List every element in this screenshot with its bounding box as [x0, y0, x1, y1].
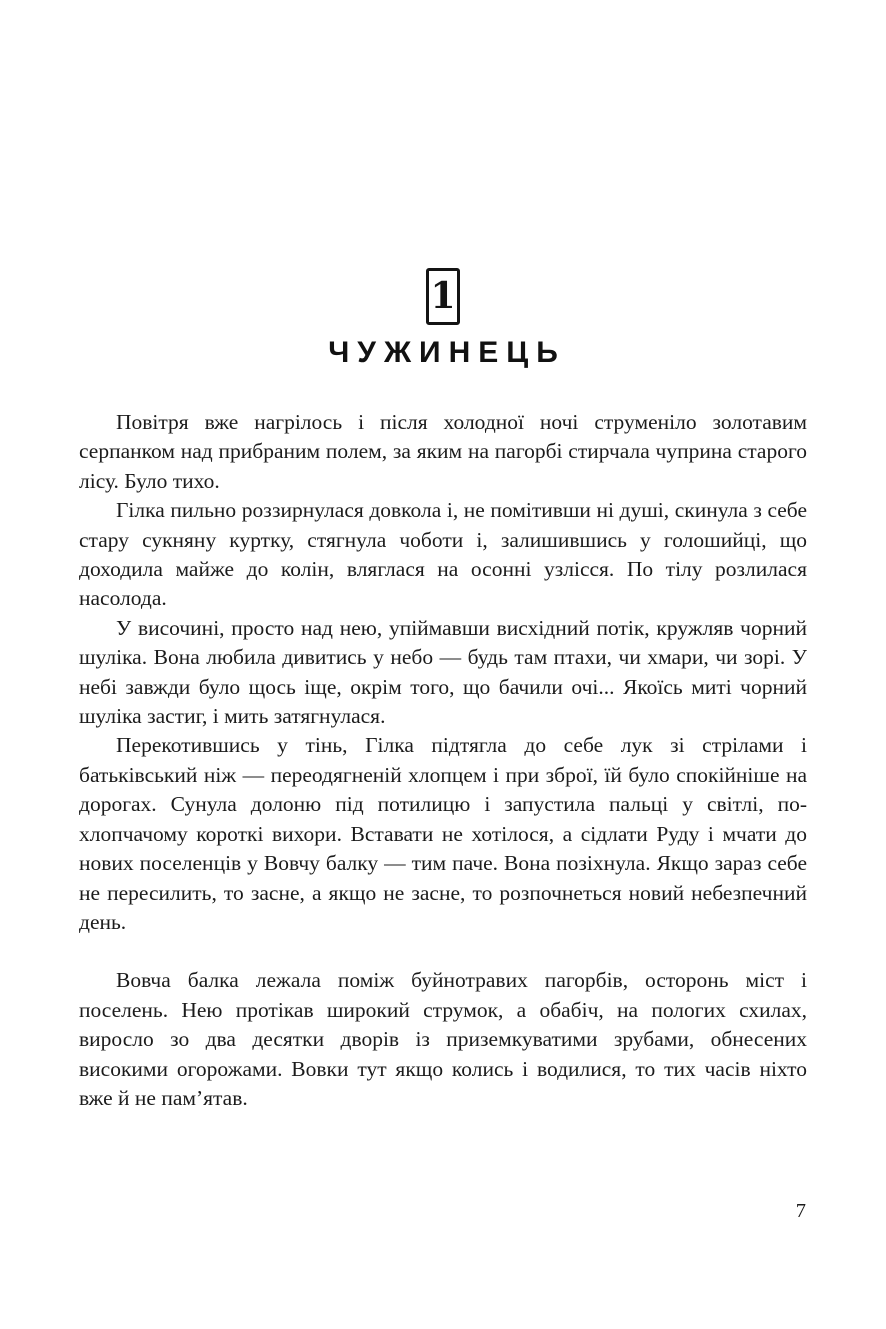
chapter-title: ЧУЖИНЕЦЬ: [328, 336, 566, 369]
paragraph: Вовча балка лежала поміж буйнотравих пагорбів, осторонь міст і поселень. Нею протікав широкий струмок, а обабіч, на пологих схилах, виросло зо два десятки дворів із приземкуватими зрубами, обнесених високими огорожами. Вовки тут якщо колись і водилися, то тих часів ніхто вже й не пам’ятав.: [79, 968, 807, 1110]
paragraph: Перекотившись у тінь, Гілка підтягла до себе лук зі стрілами і батьківський ніж — переодягненій хлопцем і при зброї, їй було спокійніше на дорогах. Сунула долоню під потилицю і запустила пальці у світлі, по-хлопчачому короткі вихори. Вставати не хотілося, а сідлати Руду і мчати до нових поселенців у Вовчу балку — тим паче. Вона позіхнула. Якщо зараз себе не пересилить, то засне, а якщо не засне, то розпочнеться новий небезпечний день.: [79, 733, 807, 934]
paragraph: Повітря вже нагрілось і після холодної ночі струменіло золотавим серпанком над прибраним полем, за яким на пагорбі стирчала чуприна старого лісу. Було тихо.: [79, 410, 807, 493]
page-number: 7: [795, 1200, 806, 1222]
chapter-body: [79, 408, 807, 1113]
chapter-number-box: [426, 268, 460, 325]
chapter-number: 1: [430, 274, 456, 317]
paragraph: Гілка пильно роззирнулася довкола і, не помітивши ні душі, скинула з себе стару сукняну куртку, стягнула чоботи і, залишившись у голошийці, що доходила майже до колін, вляглася на осонні узлісся. По тілу розлилася насолода.: [79, 498, 807, 611]
paragraph: У височині, просто над нею, упіймавши висхідний потік, кружляв чорний шуліка. Вона любила дивитись у небо — будь там птахи, чи хмари, чи зорі. У небі завжди було щось іще, окрім того, що бачили очі... Якоїсь миті чорний шуліка застиг, і мить затягнулася.: [79, 615, 807, 729]
